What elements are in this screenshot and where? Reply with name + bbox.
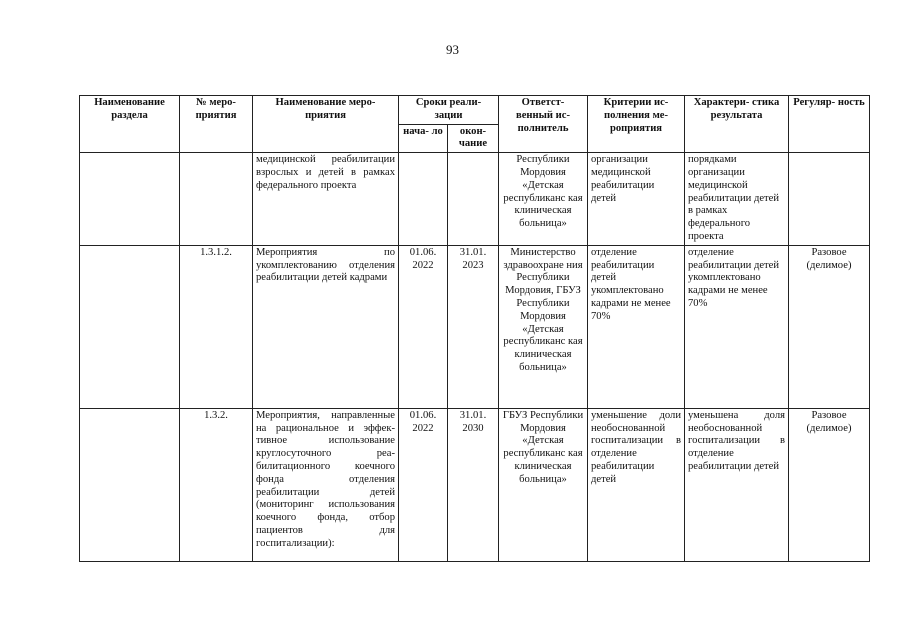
- cell-regularity: Разовое (делимое): [789, 408, 870, 561]
- cell-executor: Министерство здравоохране ния Республики Мордовия, ГБУЗ Республики Мордовия «Детская республиканс кая клиническая больница»: [499, 245, 588, 408]
- table-row: [80, 245, 870, 408]
- cell-number: [180, 153, 253, 246]
- cell-number: 1.3.2.: [180, 408, 253, 561]
- cell-activity: Мероприятия, направленные на рациональное и эффек- тивное использование круглосуточного рea- билитационного коечного фонда отделения реабилитации детей (мониторинг использования коечного фонда, отбор пациентов для госпитализации):: [253, 408, 399, 561]
- cell-end: 31.01. 2023: [448, 245, 499, 408]
- cell-result: порядками организации медицинской реабилитации детей в рамках федерального проекта: [685, 153, 789, 246]
- cell-end: [448, 153, 499, 246]
- header-executor: Ответст- венный ис- полнитель: [499, 96, 588, 153]
- page-number: 93: [446, 42, 459, 57]
- header-row-1: [80, 96, 870, 125]
- cell-activity: медицинской реабилитации взрослых и детей в рамках федерального проекта: [253, 153, 399, 246]
- header-terms: Сроки реали- зации: [399, 96, 499, 125]
- header-start: нача- ло: [399, 124, 448, 153]
- header-regularity: Регуляр- ность: [789, 96, 870, 153]
- cell-activity: Мероприятия по укомплектованию отделения реабилитации детей кадрами: [253, 245, 399, 408]
- cell-result: уменьшена доля необоснованной госпитализации в отделение реабилитации детей: [685, 408, 789, 561]
- header-section: Наименование раздела: [80, 96, 180, 153]
- cell-end: 31.01. 2030: [448, 408, 499, 561]
- cell-criteria: организации медицинской реабилитации детей: [588, 153, 685, 246]
- cell-section: [80, 245, 180, 408]
- cell-section: [80, 153, 180, 246]
- table-row: [80, 408, 870, 561]
- cell-executor: Республики Мордовия «Детская республиканс кая клиническая больница»: [499, 153, 588, 246]
- header-number: № меро- приятия: [180, 96, 253, 153]
- table-row: [80, 153, 870, 246]
- cell-criteria: отделение реабилитации детей укомплектовано кадрами не менее 70%: [588, 245, 685, 408]
- header-criteria: Критерии ис- полнения ме- роприятия: [588, 96, 685, 153]
- cell-regularity: [789, 153, 870, 246]
- cell-start: [399, 153, 448, 246]
- cell-criteria: уменьшение доли необоснованной госпитализации в отделение реабилитации детей: [588, 408, 685, 561]
- header-end: окон- чание: [448, 124, 499, 153]
- activities-table: [79, 95, 870, 562]
- cell-start: 01.06. 2022: [399, 245, 448, 408]
- cell-regularity: Разовое (делимое): [789, 245, 870, 408]
- cell-start: 01.06. 2022: [399, 408, 448, 561]
- cell-number: 1.3.1.2.: [180, 245, 253, 408]
- cell-section: [80, 408, 180, 561]
- header-activity: Наименование меро- приятия: [253, 96, 399, 153]
- cell-executor: ГБУЗ Республики Мордовия «Детская республиканс кая клиническая больница»: [499, 408, 588, 561]
- cell-result: отделение реабилитации детей укомплектовано кадрами не менее 70%: [685, 245, 789, 408]
- header-result: Характери- стика результата: [685, 96, 789, 153]
